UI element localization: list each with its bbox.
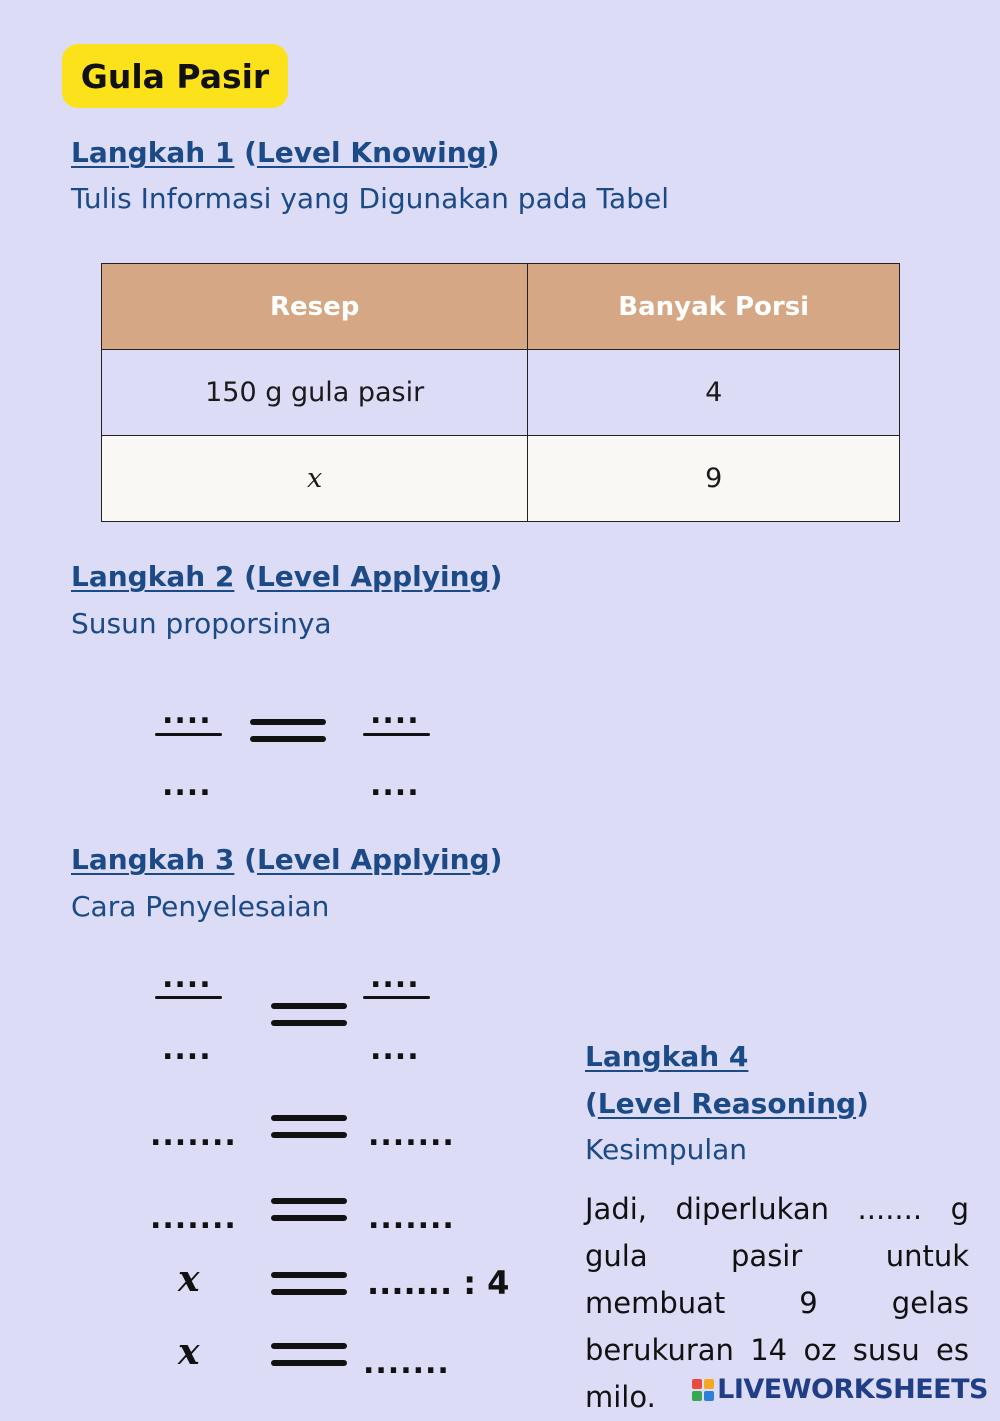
equals-sign — [271, 1115, 347, 1138]
table-cell: 9 — [528, 436, 900, 522]
step4-subtitle: Kesimpulan — [585, 1133, 748, 1166]
proportion-right-denominator[interactable]: .... — [370, 768, 420, 803]
step4-heading — [585, 1040, 748, 1073]
fraction-bar — [155, 733, 222, 736]
step3-heading-main: Langkah 3 — [71, 843, 235, 876]
table-cell-variable: x — [102, 436, 528, 522]
table-row — [102, 350, 900, 436]
page-title: Gula Pasir — [80, 56, 270, 96]
step3-heading: Langkah 3 (Level Applying) — [71, 843, 503, 876]
solution-left-numerator[interactable]: .... — [162, 960, 212, 995]
title-badge — [62, 44, 288, 108]
step3-heading-level: Level Applying — [256, 843, 490, 876]
step1-heading-level: Level Knowing — [256, 136, 487, 169]
step2-heading-main: Langkah 2 — [71, 560, 235, 593]
liveworksheets-logo — [692, 1374, 988, 1405]
step2-heading-level: Level Applying — [256, 560, 490, 593]
cross-multiply-right[interactable]: ....... — [368, 1118, 455, 1153]
step4-heading-level: Level Reasoning — [597, 1087, 857, 1120]
equals-sign — [271, 1272, 347, 1295]
simplify-right[interactable]: ....... — [368, 1201, 455, 1236]
table-cell: 150 g gula pasir — [102, 350, 528, 436]
equals-sign — [250, 719, 326, 742]
step1-heading-main: Langkah 1 — [71, 136, 235, 169]
table-row — [102, 436, 900, 522]
step4-heading-level-line: (Level Reasoning) — [585, 1087, 869, 1120]
logo-text: LIVEWORKSHEETS — [717, 1374, 988, 1405]
fraction-bar — [363, 733, 430, 736]
step2-heading: Langkah 2 (Level Applying) — [71, 560, 503, 593]
equals-sign — [271, 1343, 347, 1366]
table-cell: 4 — [528, 350, 900, 436]
final-answer[interactable]: ....... — [363, 1346, 450, 1381]
equals-sign — [271, 1198, 347, 1221]
step1-heading: Langkah 1 (Level Knowing) — [71, 136, 500, 169]
simplify-left[interactable]: ....... — [150, 1201, 237, 1236]
cross-multiply-left[interactable]: ....... — [150, 1118, 237, 1153]
solution-right-numerator[interactable]: .... — [370, 960, 420, 995]
step4-heading-main: Langkah 4 — [585, 1040, 749, 1073]
variable-x: x — [178, 1331, 200, 1373]
proportion-right-numerator[interactable]: .... — [370, 696, 420, 731]
fraction-bar — [155, 996, 222, 999]
solution-left-denominator[interactable]: .... — [162, 1032, 212, 1067]
step3-subtitle: Cara Penyelesaian — [71, 890, 330, 923]
conclusion-text[interactable]: Jadi, diperlukan ....... g gula pasir untuk membuat 9 gelas berukuran 14 oz susu es milo. — [585, 1192, 969, 1414]
table-header-porsi: Banyak Porsi — [528, 264, 900, 350]
info-table — [101, 263, 900, 522]
step1-subtitle: Tulis Informasi yang Digunakan pada Tabel — [71, 182, 669, 215]
fraction-bar — [363, 996, 430, 999]
step2-subtitle: Susun proporsinya — [71, 607, 332, 640]
variable-x: x — [178, 1258, 200, 1300]
proportion-left-denominator[interactable]: .... — [162, 768, 212, 803]
logo-grid-icon — [692, 1379, 714, 1401]
equals-sign — [271, 1003, 347, 1026]
divide-expression[interactable]: ....... : 4 — [367, 1264, 510, 1302]
table-header-resep: Resep — [102, 264, 528, 350]
proportion-left-numerator[interactable]: .... — [162, 696, 212, 731]
solution-right-denominator[interactable]: .... — [370, 1032, 420, 1067]
